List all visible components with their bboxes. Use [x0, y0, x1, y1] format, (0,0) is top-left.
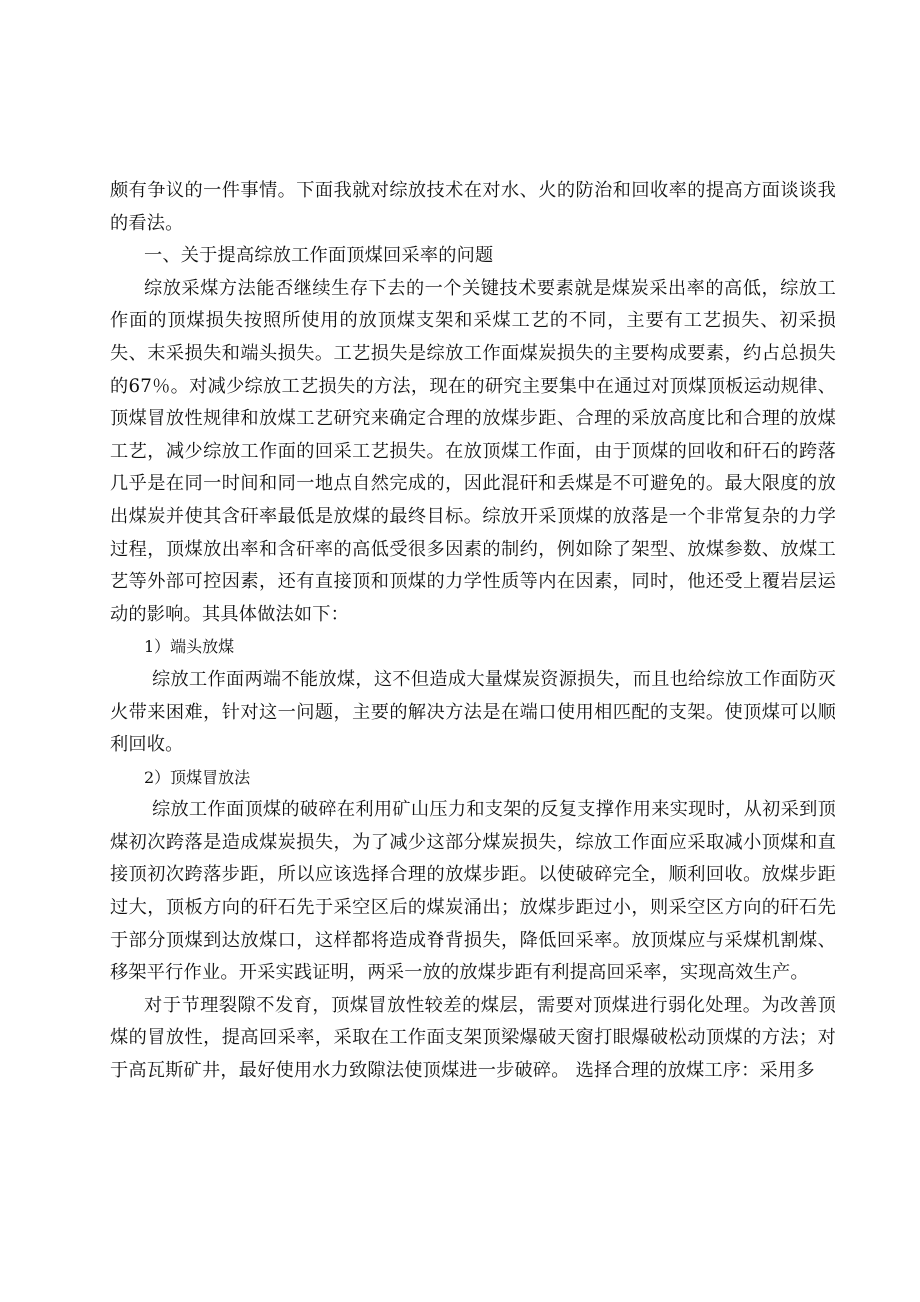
- subheading-top-coal-caving: 2）顶煤冒放法: [144, 767, 251, 787]
- paragraph-recovery-rate: 综放采煤方法能否继续生存下去的一个关键技术要素就是煤炭采出率的高低，综放工作面的顶煤损失按照所使用的放顶煤支架和采煤工艺的不同，主要有工艺损失、初采损失、末采损失和端头损失。工艺损失是综放工作面煤炭损失的主要构成要素，约占总损失的67％。对减少综放工艺损失的方法，现在的研究主要集中在通过对顶煤顶板运动规律、顶煤冒放性规律和放煤工艺研究来确定合理的放煤步距、合理的采放高度比和合理的放煤工艺，减少综放工作面的回采工艺损失。在放顶煤工作面，由于顶煤的回收和矸石的跨落几乎是在同一时间和同一地点自然完成的，因此混矸和丢煤是不可避免的。最大限度的放出煤炭并使其含矸率最低是放煤的最终目标。综放开采顶煤的放落是一个非常复杂的力学过程，顶煤放出率和含矸率的高低受很多因素的制约，例如除了架型、放煤参数、放煤工艺等外部可控因素，还有直接顶和顶煤的力学性质等内在因素，同时，他还受上覆岩层运动的影响。其具体做法如下：: [110, 277, 836, 625]
- paragraph-weakening: 对于节理裂隙不发育，顶煤冒放性较差的煤层，需要对顶煤进行弱化处理。为改善顶煤的冒放性，提高回采率，采取在工作面支架顶梁爆破天窗打眼爆破松动顶煤的方法；对于高瓦斯矿井，最好使用水力致隙法使顶煤进一步破碎。 选择合理的放煤工序：采用多: [110, 994, 836, 1082]
- paragraph-top-coal-caving: 综放工作面顶煤的破碎在利用矿山压力和支架的反复支撑作用来实现时，从初采到顶煤初次跨落是造成煤炭损失，为了减少这部分煤炭损失，综放工作面应采取减小顶煤和直接顶初次跨落步距，所以应该选择合理的放煤步距。以使破碎完全，顺利回收。放煤步距过大，顶板方向的矸石先于采空区后的煤炭涌出；放煤步距过小，则采空区方向的矸石先于部分顶煤到达放煤口，这样都将造成脊背损失，降低回采率。放顶煤应与采煤机割煤、移架平行作业。开采实践证明，两采一放的放煤步距有利提高回采率，实现高效生产。: [110, 799, 836, 984]
- document-body: [110, 175, 836, 1088]
- section-heading: 一、关于提高综放工作面顶煤回采率的问题: [144, 245, 494, 267]
- paragraph-continuation: 颇有争议的一件事情。下面我就对综放技术在对水、火的防治和回收率的提高方面谈谈我的看法。: [110, 180, 836, 234]
- paragraph-end-caving: 综放工作面两端不能放煤，这不但造成大量煤炭资源损失，而且也给综放工作面防灭火带来困难，针对这一问题，主要的解决方法是在端口使用相匹配的支架。使顶煤可以顺利回收。: [110, 668, 836, 756]
- subheading-end-caving: 1）端头放煤: [144, 637, 235, 657]
